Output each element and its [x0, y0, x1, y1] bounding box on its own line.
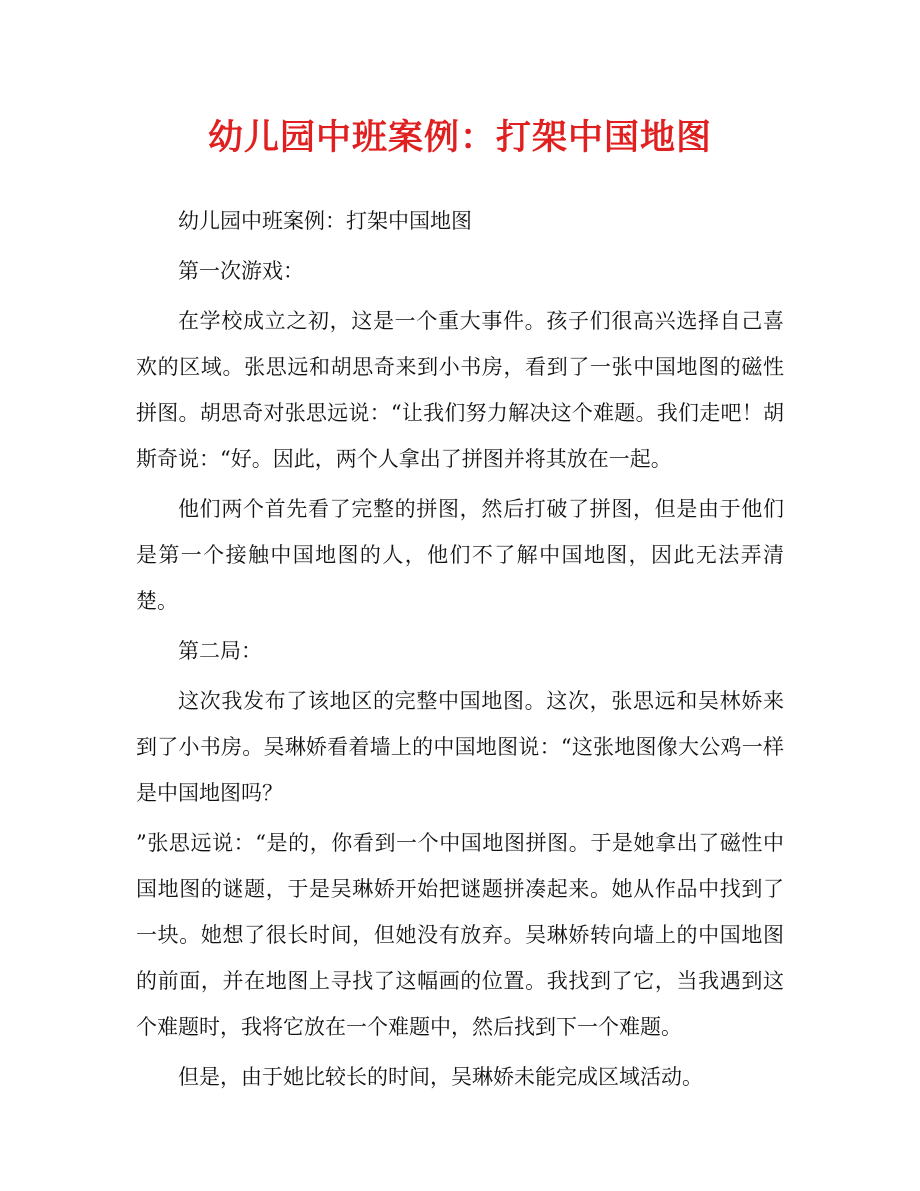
- page-title: 幼儿园中班案例：打架中国地图: [207, 117, 712, 158]
- paragraph-first-result: 他们两个首先看了完整的拼图，然后打破了拼图，但是由于他们是第一个接触中国地图的人，他们不了解中国地图，因此无法弄清楚。: [136, 497, 784, 613]
- paragraph-first-story: 在学校成立之初，这是一个重大事件。孩子们很高兴选择自己喜欢的区域。张思远和胡思奇来到小书房，看到了一张中国地图的磁性拼图。胡思奇对张思远说：“让我们努力解决这个难题。我们走吧！胡斯奇说：“好。因此，两个人拿出了拼图并将其放在一起。: [136, 309, 784, 471]
- paragraph-second-dialog: ”张思远说：“是的，你看到一个中国地图拼图。于是她拿出了磁性中国地图的谜题，于是吴琳娇开始把谜题拼凑起来。她从作品中找到了一块。她想了很长时间，但她没有放弃。吴琳娇转向墙上的中国地图的前面，并在地图上寻找了这幅画的位置。我找到了它，当我遇到这个难题时，我将它放在一个难题中，然后找到下一个难题。: [136, 831, 784, 1039]
- paragraph-second-story: 这次我发布了该地区的完整中国地图。这次，张思远和吴林娇来到了小书房。吴琳娇看着墙上的中国地图说：“这张地图像大公鸡一样是中国地图吗？: [136, 689, 784, 805]
- paragraph-subtitle: 幼儿园中班案例：打架中国地图: [178, 209, 472, 233]
- document-body: [136, 198, 784, 1104]
- paragraph-conclusion: 但是，由于她比较长的时间，吴琳娇未能完成区域活动。: [178, 1065, 703, 1089]
- paragraph-first-game: 第一次游戏：: [178, 259, 304, 283]
- paragraph-second-game: 第二局：: [178, 639, 262, 663]
